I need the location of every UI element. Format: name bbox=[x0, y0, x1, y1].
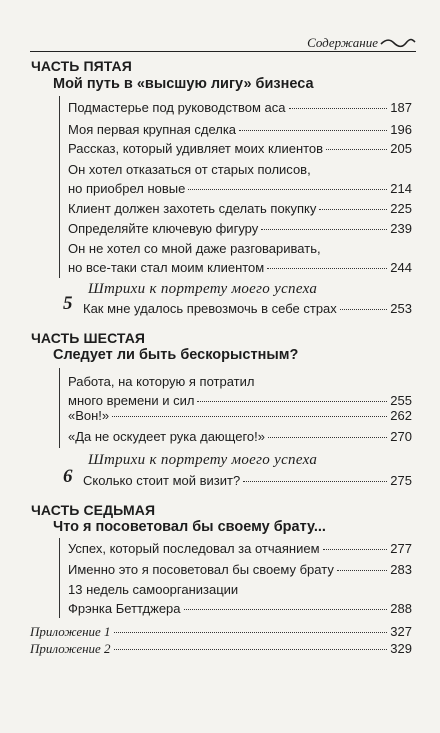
entry-page: 187 bbox=[390, 100, 412, 115]
page-header bbox=[0, 30, 440, 54]
toc-entry[interactable] bbox=[68, 219, 412, 238]
strokes-number: 6 bbox=[63, 466, 73, 487]
toc-entry[interactable] bbox=[68, 160, 412, 198]
toc-entry[interactable] bbox=[68, 406, 412, 425]
appendix-entry[interactable] bbox=[30, 624, 412, 640]
strokes-heading: Штрихи к портрету моего успеха bbox=[88, 452, 318, 468]
entry-title: Он хотел отказаться от старых полисов, bbox=[68, 162, 311, 177]
leader-dots bbox=[197, 401, 387, 402]
leader-dots bbox=[184, 609, 388, 610]
entry-title-cont: но все-таки стал моим клиентом bbox=[68, 260, 265, 275]
leader-dots bbox=[267, 268, 387, 269]
appendix-page: 327 bbox=[390, 624, 412, 639]
entry-title: Рассказ, который удивляет моих клиентов bbox=[68, 141, 324, 156]
part-5-title: Мой путь в «высшую лигу» бизнеса bbox=[53, 76, 314, 92]
part-7-title: Что я посоветовал бы своему брату... bbox=[53, 519, 326, 535]
entry-page: 214 bbox=[390, 181, 412, 196]
entry-page: 288 bbox=[390, 601, 412, 616]
entry-page: 262 bbox=[390, 408, 412, 423]
leader-dots bbox=[326, 149, 387, 150]
swirl-ornament-icon bbox=[380, 37, 416, 49]
leader-dots bbox=[188, 189, 387, 190]
part-6-label: ЧАСТЬ ШЕСТАЯ bbox=[31, 330, 146, 346]
appendix-title: Приложение 2 bbox=[30, 641, 111, 656]
entry-page: 255 bbox=[390, 393, 412, 408]
part-7-bracket bbox=[59, 538, 61, 618]
header-title: Содержание bbox=[307, 35, 378, 50]
strokes-heading: Штрихи к портрету моего успеха bbox=[88, 281, 318, 297]
leader-dots bbox=[289, 108, 388, 109]
part-6-title: Следует ли быть бескорыстным? bbox=[53, 347, 299, 363]
entry-title-cont: но приобрел новые bbox=[68, 181, 186, 196]
toc-entry[interactable] bbox=[68, 427, 412, 446]
entry-page: 275 bbox=[390, 473, 412, 488]
toc-entry[interactable] bbox=[68, 98, 412, 117]
entry-title: Сколько стоит мой визит? bbox=[83, 473, 241, 488]
entry-title: Как мне удалось превозмочь в себе страх bbox=[83, 301, 337, 316]
leader-dots bbox=[243, 481, 387, 482]
entry-title: «Вон!» bbox=[68, 408, 110, 423]
leader-dots bbox=[268, 437, 387, 438]
entry-title: Он не хотел со мной даже разговаривать, bbox=[68, 241, 321, 256]
part-5-bracket bbox=[59, 96, 61, 278]
entry-title-cont: много времени и сил bbox=[68, 393, 195, 408]
part-7-label: ЧАСТЬ СЕДЬМАЯ bbox=[31, 502, 156, 518]
entry-title: Именно это я посоветовал бы своему брату bbox=[68, 562, 334, 577]
appendix-page: 329 bbox=[390, 641, 412, 656]
entry-title: Подмастерье под руководством аса bbox=[68, 100, 286, 115]
strokes-number: 5 bbox=[63, 293, 73, 314]
entry-title: Клиент должен захотеть сделать покупку bbox=[68, 201, 317, 216]
entry-title: Определяйте ключевую фигуру bbox=[68, 221, 259, 236]
toc-entry[interactable] bbox=[68, 580, 412, 618]
entry-title: Работа, на которую я потратил bbox=[68, 374, 255, 389]
toc-entry[interactable] bbox=[83, 299, 412, 318]
leader-dots bbox=[323, 549, 388, 550]
entry-title: Моя первая крупная сделка bbox=[68, 122, 237, 137]
entry-page: 283 bbox=[390, 562, 412, 577]
leader-dots bbox=[261, 229, 387, 230]
entry-page: 225 bbox=[390, 201, 412, 216]
leader-dots bbox=[114, 649, 388, 650]
part-6-bracket bbox=[59, 368, 61, 448]
toc-entry[interactable] bbox=[68, 372, 412, 410]
entry-page: 270 bbox=[390, 429, 412, 444]
toc-entry[interactable] bbox=[83, 471, 412, 490]
entry-title: 13 недель самоорганизации bbox=[68, 582, 239, 597]
toc-entry[interactable] bbox=[68, 560, 412, 579]
leader-dots bbox=[340, 309, 388, 310]
header-rule bbox=[30, 51, 416, 52]
entry-title: Успех, который последовал за отчаянием bbox=[68, 541, 320, 556]
toc-entry[interactable] bbox=[68, 120, 412, 139]
leader-dots bbox=[239, 130, 387, 131]
entry-page: 205 bbox=[390, 141, 412, 156]
appendix-title: Приложение 1 bbox=[30, 624, 111, 639]
leader-dots bbox=[337, 570, 387, 571]
entry-title-cont: Фрэнка Беттджера bbox=[68, 601, 181, 616]
entry-page: 253 bbox=[390, 301, 412, 316]
toc-entry[interactable] bbox=[68, 199, 412, 218]
leader-dots bbox=[114, 632, 388, 633]
toc-entry[interactable] bbox=[68, 239, 412, 277]
leader-dots bbox=[112, 416, 387, 417]
entry-page: 277 bbox=[390, 541, 412, 556]
leader-dots bbox=[319, 209, 387, 210]
part-5-label: ЧАСТЬ ПЯТАЯ bbox=[31, 58, 132, 74]
entry-page: 196 bbox=[390, 122, 412, 137]
entry-page: 239 bbox=[390, 221, 412, 236]
toc-entry[interactable] bbox=[68, 139, 412, 158]
toc-entry[interactable] bbox=[68, 539, 412, 558]
entry-title: «Да не оскудеет рука дающего!» bbox=[68, 429, 265, 444]
appendix-entry[interactable] bbox=[30, 641, 412, 657]
entry-page: 244 bbox=[390, 260, 412, 275]
